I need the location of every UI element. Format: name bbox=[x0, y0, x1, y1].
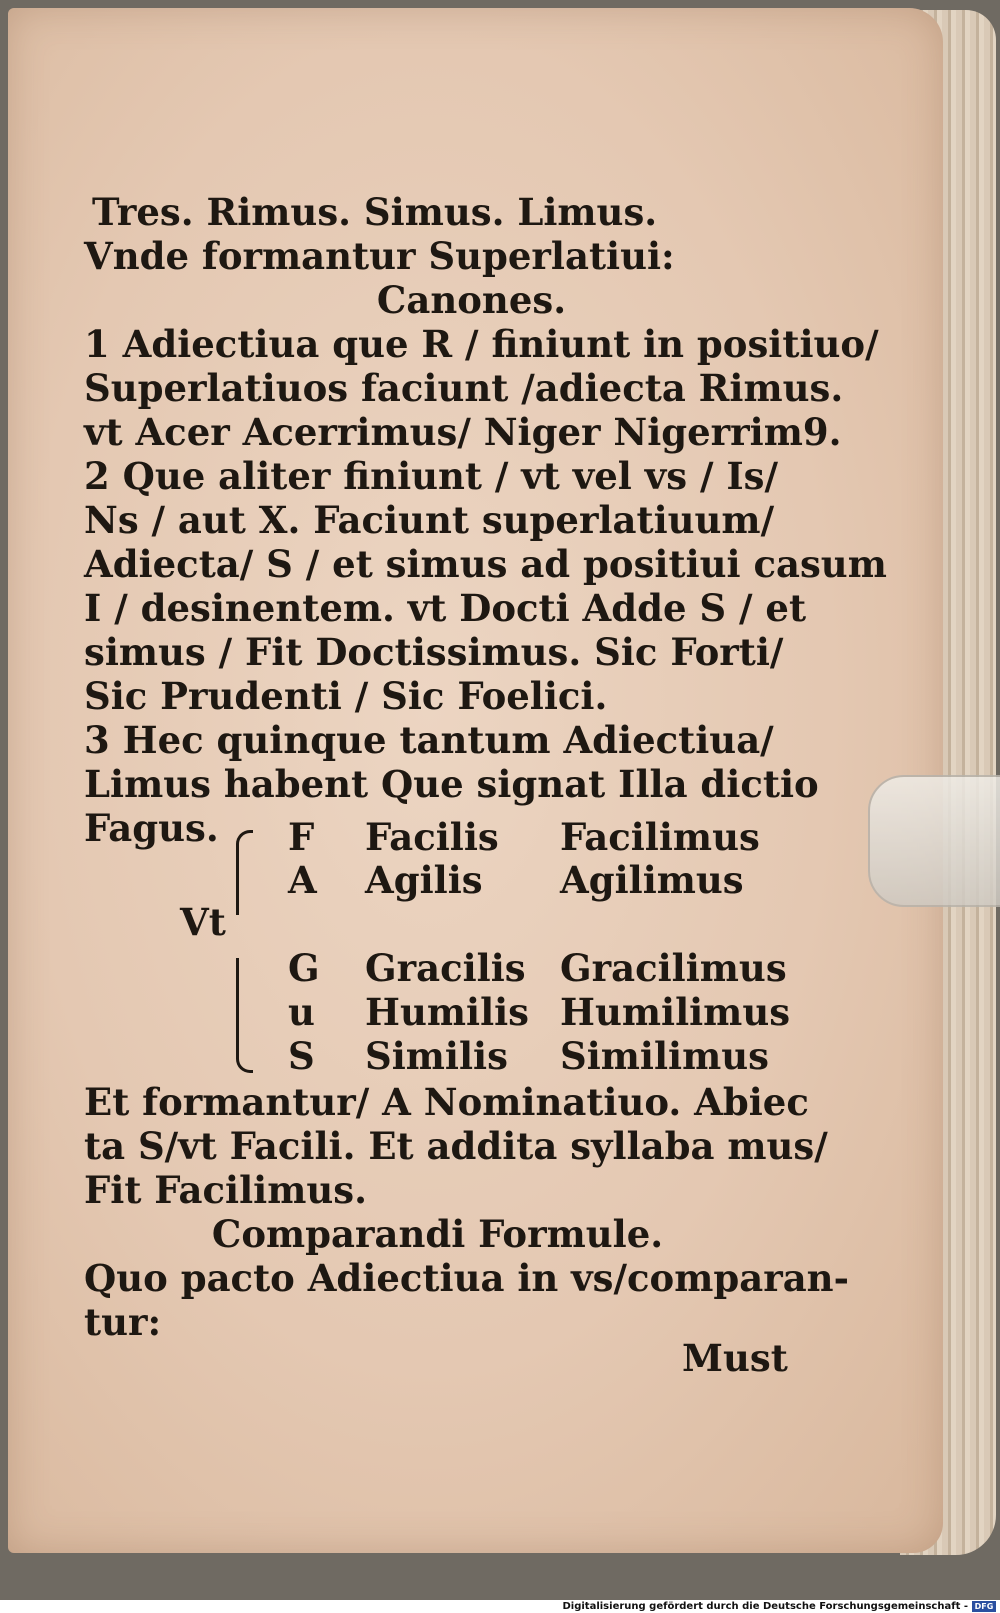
row-letter: G bbox=[288, 946, 320, 990]
footer-credit: Digitalisierung gefördert durch die Deutsche Forschungsgemeinschaft - bbox=[562, 1601, 968, 1612]
row-superlative: Gracilimus bbox=[560, 946, 787, 990]
text-line-4: 1 Adiectiua que R / finiunt in positiuo/ bbox=[84, 322, 879, 366]
text-line-12: Sic Prudenti / Sic Foelici. bbox=[84, 674, 608, 718]
text-line-13: 3 Hec quinque tantum Adiectiua/ bbox=[84, 718, 774, 762]
row-superlative: Facilimus bbox=[560, 815, 760, 859]
row-superlative: Agilimus bbox=[560, 858, 744, 902]
heading-canones: Canones. bbox=[376, 278, 567, 322]
page-clip bbox=[868, 775, 1000, 907]
text-line-5: Superlatiuos faciunt /adiecta Rimus. bbox=[84, 366, 844, 410]
text-line-after-3: Fit Facilimus. bbox=[84, 1168, 367, 1212]
row-positive: Gracilis bbox=[365, 946, 526, 990]
row-letter: A bbox=[288, 858, 317, 902]
text-line-14: Limus habent Que signat Illa dictio bbox=[84, 762, 819, 806]
text-line-11: simus / Fit Doctissimus. Sic Forti/ bbox=[84, 630, 784, 674]
text-line-10: I / desinentem. vt Docti Adde S / et bbox=[84, 586, 807, 630]
text-line-1: Tres. Rimus. Simus. Limus. bbox=[92, 190, 658, 234]
brace-bottom bbox=[236, 958, 253, 1073]
footer-bar bbox=[0, 1600, 1000, 1613]
row-letter: F bbox=[288, 815, 315, 859]
table-intro: Vt bbox=[180, 900, 226, 944]
row-positive: Agilis bbox=[365, 858, 483, 902]
text-line-after-2: ta S/vt Facili. Et addita syllaba mus/ bbox=[84, 1124, 828, 1168]
text-line-after-6: tur: bbox=[84, 1300, 162, 1344]
heading-comparandi: Comparandi Formule. bbox=[211, 1212, 664, 1256]
catchword: Must bbox=[682, 1336, 788, 1380]
text-line-15: Fagus. bbox=[84, 806, 219, 850]
row-positive: Similis bbox=[365, 1034, 508, 1078]
row-positive: Facilis bbox=[365, 815, 499, 859]
text-line-9: Adiecta/ S / et simus ad positiui casum bbox=[84, 542, 887, 586]
row-positive: Humilis bbox=[365, 990, 530, 1034]
brace-top bbox=[236, 830, 253, 915]
text-line-8: Ns / aut X. Faciunt superlatiuum/ bbox=[84, 498, 775, 542]
row-superlative: Humilimus bbox=[560, 990, 791, 1034]
row-letter: S bbox=[288, 1034, 315, 1078]
dfg-logo: DFG bbox=[972, 1601, 996, 1612]
row-superlative: Similimus bbox=[560, 1034, 769, 1078]
text-line-after-1: Et formantur/ A Nominatiuo. Abiec bbox=[84, 1080, 809, 1124]
text-line-after-5: Quo pacto Adiectiua in vs/comparan- bbox=[84, 1256, 849, 1300]
text-line-7: 2 Que aliter finiunt / vt vel vs / Is/ bbox=[84, 454, 779, 498]
text-line-6: vt Acer Acerrimus/ Niger Nigerrim9. bbox=[84, 410, 842, 454]
text-line-2: Vnde formantur Superlatiui: bbox=[84, 234, 675, 278]
row-letter: u bbox=[288, 990, 315, 1034]
